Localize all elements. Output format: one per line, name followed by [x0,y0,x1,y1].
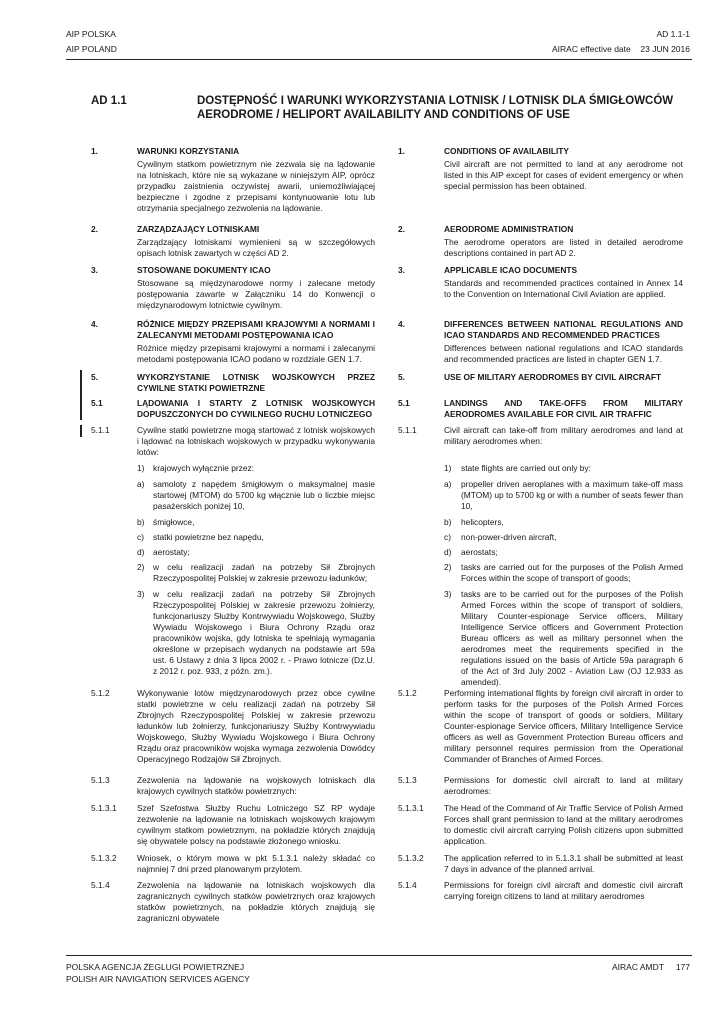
section-title-pl: DOSTĘPNOŚĆ I WARUNKI WYKORZYSTANIA LOTNISK / LOTNISK DLA ŚMIGŁOWCÓW [197,95,674,107]
en-s2-number: 2. [398,224,405,234]
pl-cb-marker: b) [137,517,145,527]
en-ca-marker: a) [444,479,452,489]
en-cc-text: non-power-driven aircraft, [461,532,557,542]
pl-s51-heading: LĄDOWANIA I STARTY Z LOTNISK WOJSKOWYCH DOPUSZCZONYCH DO CYWILNEGO RUCHU LOTNICZEGO [137,398,375,419]
pl-s2-heading: ZARZĄDZAJĄCY LOTNISKAMI [137,224,260,234]
header-effective-label: AIRAC effective date [552,44,631,54]
footer-rule [66,955,692,956]
en-cd-text: aerostats; [461,547,498,557]
header-page-ref: AD 1.1-1 [656,29,690,39]
en-s4-heading: DIFFERENCES BETWEEN NATIONAL REGULATIONS AND ICAO STANDARDS AND RECOMMENDED PRACTICES [444,319,683,340]
en-c2-text: tasks are carried out for the purposes of the Polish Armed Forces within the scope of transport of goods; [461,562,683,583]
en-s2-text: The aerodrome operators are listed in detailed aerodrome descriptions contained in part AD 2. [444,237,683,258]
pl-c2-marker: 2) [137,562,145,572]
footer-airac-amdt: AIRAC AMDT [612,962,664,972]
pl-cc-text: statki powietrzne bez napędu, [153,532,264,542]
en-cd-marker: d) [444,547,452,557]
pl-s2-text: Zarządzający lotniskami wymienieni są w szczegółowych opisach lotnisk zawartych w części AD 2. [137,237,375,258]
pl-s513-text: Zezwolenia na lądowanie na wojskowych lotniskach dla krajowych cywilnych statków powietrznych: [137,775,375,796]
pl-s5132-number: 5.1.3.2 [91,853,117,863]
en-c3-text: tasks are to be carried out for the purposes of the Polish Armed Forces within the scope of transport of soldiers, Military Counter-espionage Service officers, Military Intelligence Service officers and Government Protection Bureau officers as well as military personnel when the aerodromes meet the requirements specified in the regulations issued on the basis of Article 59a paragraph 6 of the Act of 3rd July 2002 - Aviation Law (OJ 12.933 as amended). [461,589,683,687]
pl-c3-marker: 3) [137,589,145,599]
en-s5132-number: 5.1.3.2 [398,853,424,863]
pl-c1-marker: 1) [137,463,145,473]
en-s511-number: 5.1.1 [398,425,417,435]
footer-agency-en: POLISH AIR NAVIGATION SERVICES AGENCY [66,974,250,984]
en-s5-number: 5. [398,372,405,382]
en-s51-number: 5.1 [398,398,410,408]
en-ca-text: propeller driven aeroplanes with a maximum take-off mass (MTOM) up to 5700 kg or with a number of seats fewer than 10, [461,479,683,511]
header-aip-poland: AIP POLAND [66,44,117,54]
pl-s4-number: 4. [91,319,98,329]
en-c3-marker: 3) [444,589,452,599]
en-s513-number: 5.1.3 [398,775,417,785]
pl-s5-number: 5. [91,372,98,382]
footer-page-number: 177 [675,962,690,972]
en-s4-number: 4. [398,319,405,329]
pl-s51-number: 5.1 [91,398,103,408]
pl-s514-text: Zezwolenia na lądowanie na lotniskach wojskowych dla zagranicznych cywilnych statków powietrznych oraz krajowych statków powietrznych, na pokładzie których znajdują się zagraniczni obywatele [137,880,375,923]
change-bar [80,425,82,437]
section-title-en: AERODROME / HELIPORT AVAILABILITY AND CONDITIONS OF USE [197,109,570,121]
en-s2-heading: AERODROME ADMINISTRATION [444,224,574,234]
pl-s512-text: Wykonywanie lotów międzynarodowych przez obce cywilne statki powietrzne w celu realizacji zadań na potrzeby Sił Zbrojnych Rzeczypospolitej Polskiej w zakresie przewozu ładunków lub żołnierzy, funkcjonariuszy Służby Kontrwywiadu Wojskowego, Służby Wywiadu Wojskowego i Biura Ochrony Rządu oraz pracowników wojska wymaga zezwolenia Dowódcy Operacyjnego Rodzajów Sił Zbrojnych. [137,688,375,764]
en-cb-marker: b) [444,517,452,527]
pl-s511-text: Cywilne statki powietrzne mogą startować z lotnisk wojskowych i lądować na lotniskach wojskowych w przypadku wykonywania lotów: [137,425,375,457]
pl-s5132-text: Wniosek, o którym mowa w pkt 5.1.3.1 należy składać co najmniej 7 dni przed planowanym przylotem. [137,853,375,874]
pl-cc-marker: c) [137,532,144,542]
en-s512-number: 5.1.2 [398,688,417,698]
en-s4-text: Differences between national regulations and ICAO standards and recommended practices are listed in chapter GEN 1.7. [444,343,683,364]
pl-cb-text: śmigłowce, [153,517,195,527]
en-s51-heading: LANDINGS AND TAKE-OFFS FROM MILITARY AERODROMES AVAILABLE FOR CIVIL AIR TRAFFIC [444,398,683,419]
pl-c3-text: w celu realizacji zadań na potrzeby Sił Zbrojnych Rzeczypospolitej Polskiej w zakresie przewozu żołnierzy, funkcjonariuszy Służby Kontrwywiadu Wojskowego, Służby Wywiadu Wojskowego i Biura Ochrony Rządu oraz pracowników wojska, gdy lotniska te spełniają wymagania określone w przepisach wydanych na podstawie art 59a ust. 6 Ustawy z dnia 3 lipca 2002 r. - Prawo lotnicze (Dz.U. z 2012 r. poz. 933, z późn. zm.). [153,589,375,676]
en-c1-text: state flights are carried out only by: [461,463,591,473]
pl-s3-heading: STOSOWANE DOKUMENTY ICAO [137,265,271,275]
pl-s1-number: 1. [91,146,98,156]
en-s5-heading: USE OF MILITARY AERODROMES BY CIVIL AIRCRAFT [444,372,662,382]
en-s5132-text: The application referred to in 5.1.3.1 shall be submitted at least 7 days in advance of the planned arrival. [444,853,683,874]
en-c1-marker: 1) [444,463,452,473]
pl-s1-text: Cywilnym statkom powietrznym nie zezwala się na lądowanie na lotniskach, które nie są wykazane w niniejszym AIP, oprócz przypadku zaistnienia oczywistej awarii, uniemożliwiającej bezpieczne i zgodne z przepisami kontynuowanie lotu lub otrzymania specjalnego zezwolenia na lądowanie. [137,159,375,213]
en-s3-text: Standards and recommended practices contained in Annex 14 to the Convention on International Civil Aviation are applied. [444,278,683,299]
section-number: AD 1.1 [91,95,127,107]
en-s1-heading: CONDITIONS OF AVAILABILITY [444,146,569,156]
pl-s4-text: Różnice między przepisami krajowymi a normami i zalecanymi metodami postępowania ICAO podano w rozdziale GEN 1.7. [137,343,375,364]
en-s513-text: Permissions for domestic civil aircraft to land at military aerodromes: [444,775,683,796]
header-rule [66,59,692,60]
en-cb-text: helicopters, [461,517,504,527]
pl-s512-number: 5.1.2 [91,688,110,698]
pl-s5-heading: WYKORZYSTANIE LOTNISK WOJSKOWYCH PRZEZ CYWILNE STATKI POWIETRZNE [137,372,375,393]
en-c2-marker: 2) [444,562,452,572]
pl-s3-number: 3. [91,265,98,275]
en-s5131-text: The Head of the Command of Air Traffic Service of Polish Armed Forces shall grant permission to land at the military aerodromes to domestic civil aircraft carrying Polish citizens upon submitted application. [444,803,683,846]
en-s514-number: 5.1.4 [398,880,417,890]
en-s5131-number: 5.1.3.1 [398,803,424,813]
pl-s513-number: 5.1.3 [91,775,110,785]
pl-s2-number: 2. [91,224,98,234]
en-s1-number: 1. [398,146,405,156]
pl-ca-text: samoloty z napędem śmigłowym o maksymalnej masie startowej (MTOM) do 5700 kg włącznie lub o liczbie miejsc pasażerskich poniżej 10, [153,479,375,511]
pl-s5131-text: Szef Szefostwa Służby Ruchu Lotniczego SZ RP wydaje zezwolenie na lądowanie na lotniskach wojskowych krajowym cywilnym statkom powietrznym, na pokładzie których znajdują się obywatele polscy na podstawie złożonego wniosku. [137,803,375,846]
en-s511-text: Civil aircraft can take-off from military aerodromes and land at military aerodromes when: [444,425,683,446]
change-bar [80,370,82,398]
pl-s4-heading: RÓŻNICE MIĘDZY PRZEPISAMI KRAJOWYMI A NORMAMI I ZALECANYMI METODAMI POSTĘPOWANIA ICAO [137,319,375,340]
en-s512-text: Performing international flights by foreign civil aircraft in order to perform tasks for the purposes of the Polish Armed Forces within the scope of transport of goods or soldiers, Military Counter-espionage Service officers, Military Intelligence Service officers as well as Government Protection Bureau officers and military personnel requires permission from the Operational Commander of Branches of Armed Forces. [444,688,683,764]
change-bar [80,398,82,420]
pl-s1-heading: WARUNKI KORZYSTANIA [137,146,240,156]
pl-cd-text: aerostaty; [153,547,190,557]
en-s514-text: Permissions for foreign civil aircraft and domestic civil aircraft carrying foreign citizens to land at military aerodromes [444,880,683,901]
en-cc-marker: c) [444,532,451,542]
footer-agency-pl: POLSKA AGENCJA ŻEGLUGI POWIETRZNEJ [66,962,245,972]
pl-ca-marker: a) [137,479,145,489]
pl-cd-marker: d) [137,547,145,557]
pl-s511-number: 5.1.1 [91,425,110,435]
header-aip-polska: AIP POLSKA [66,29,116,39]
pl-s5131-number: 5.1.3.1 [91,803,117,813]
en-s1-text: Civil aircraft are not permitted to land at any aerodrome not listed in this AIP except for cases of evident emergency or when special permission has been obtained. [444,159,683,191]
en-s3-heading: APPLICABLE ICAO DOCUMENTS [444,265,578,275]
pl-s3-text: Stosowane są międzynarodowe normy i zalecane metody postępowania zawarte w Załączniku 14 do Konwencji o międzynarodowym lotnictwie cywilnym. [137,278,375,310]
en-s3-number: 3. [398,265,405,275]
pl-c2-text: w celu realizacji zadań na potrzeby Sił Zbrojnych Rzeczypospolitej Polskiej w zakresie przewozu ładunków; [153,562,375,583]
pl-s514-number: 5.1.4 [91,880,110,890]
pl-c1-text: krajowych wyłącznie przez: [153,463,254,473]
header-effective-date: 23 JUN 2016 [640,44,690,54]
